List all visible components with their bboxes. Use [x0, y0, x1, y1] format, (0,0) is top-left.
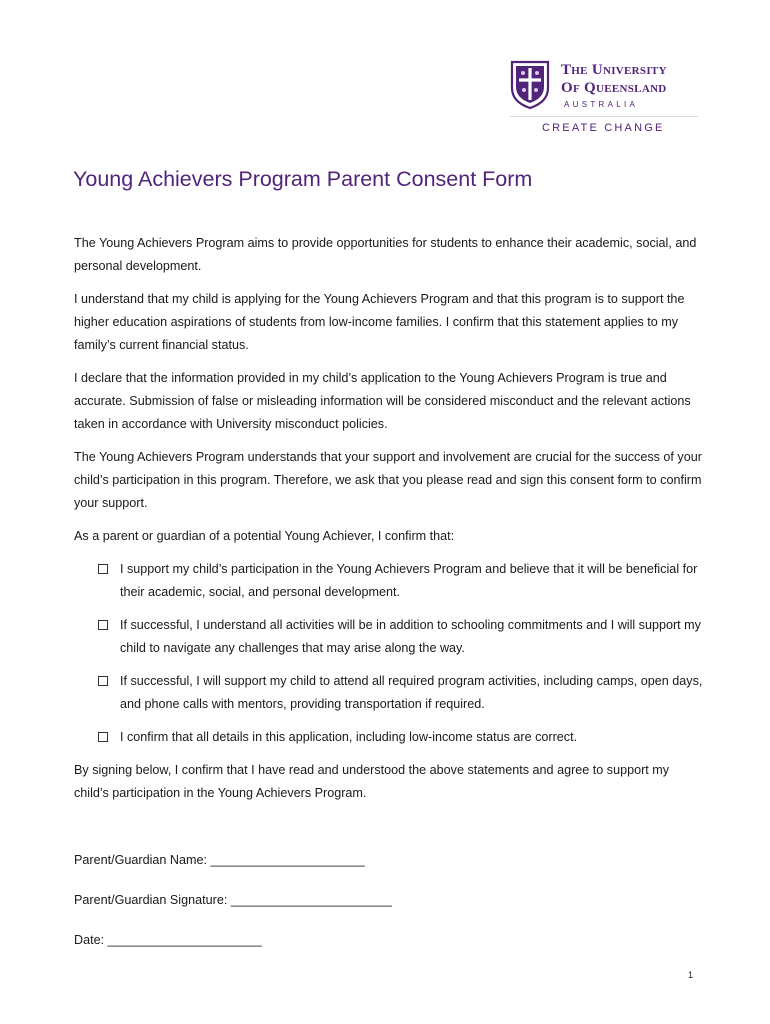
checklist-item	[74, 726, 704, 749]
logo-divider	[510, 116, 698, 117]
logo-tagline: CREATE CHANGE	[542, 122, 665, 134]
consent-checklist	[74, 558, 704, 749]
intro-paragraph: I understand that my child is applying for the Young Achievers Program and that this program is to support the higher education aspirations of students from low-income families. I confirm that this statement applies to my family’s current financial status.	[74, 292, 685, 352]
checkbox[interactable]	[98, 564, 108, 574]
checkbox[interactable]	[98, 620, 108, 630]
guardian-signature-field[interactable]: Parent/Guardian Signature: _______________________	[74, 893, 392, 907]
checkbox[interactable]	[98, 676, 108, 686]
checklist-item	[74, 670, 704, 716]
checkbox[interactable]	[98, 732, 108, 742]
checklist-item-text: I confirm that all details in this application, including low-income status are correct.	[120, 730, 578, 744]
checklist-item-text: I support my child’s participation in the Young Achievers Program and believe that it will be beneficial for their academic, social, and personal development.	[120, 562, 698, 599]
checklist-item	[74, 614, 704, 660]
closing-paragraph: By signing below, I confirm that I have read and understood the above statements and agree to support my child’s participation in the Young Achievers Program.	[74, 763, 670, 800]
checklist-item-text: If successful, I will support my child to attend all required program activities, including camps, open days, and phone calls with mentors, providing transportation if required.	[120, 674, 703, 711]
university-name-line1: The University	[561, 62, 667, 78]
consent-body	[74, 232, 704, 815]
intro-paragraph: I declare that the information provided in my child’s application to the Young Achievers Program is true and accurate. Submission of false or misleading information will be considered misconduct and the relevant actions taken in accordance with University misconduct policies.	[74, 371, 691, 431]
intro-paragraph: The Young Achievers Program aims to provide opportunities for students to enhance their academic, social, and personal development.	[74, 236, 697, 273]
university-name-line2: Of Queensland	[561, 80, 667, 96]
intro-paragraph: The Young Achievers Program understands that your support and involvement are crucial for the success of your child’s participation in this program. Therefore, we ask that you please read and sign this consent form to confirm your support.	[74, 450, 702, 510]
page-number: 1	[688, 970, 694, 980]
university-country: AUSTRALIA	[564, 100, 639, 109]
checklist-item-text: If successful, I understand all activities will be in addition to schooling commitments and I will support my child to navigate any challenges that may arise along the way.	[120, 618, 701, 655]
checklist-item	[74, 558, 704, 604]
date-field[interactable]: Date: ______________________	[74, 933, 262, 947]
uq-logo	[510, 60, 700, 135]
guardian-name-field[interactable]: Parent/Guardian Name: ______________________	[74, 853, 365, 867]
uq-crest-icon	[510, 60, 550, 110]
page-title: Young Achievers Program Parent Consent Form	[73, 167, 533, 191]
intro-paragraph: As a parent or guardian of a potential Young Achiever, I confirm that:	[74, 529, 455, 543]
